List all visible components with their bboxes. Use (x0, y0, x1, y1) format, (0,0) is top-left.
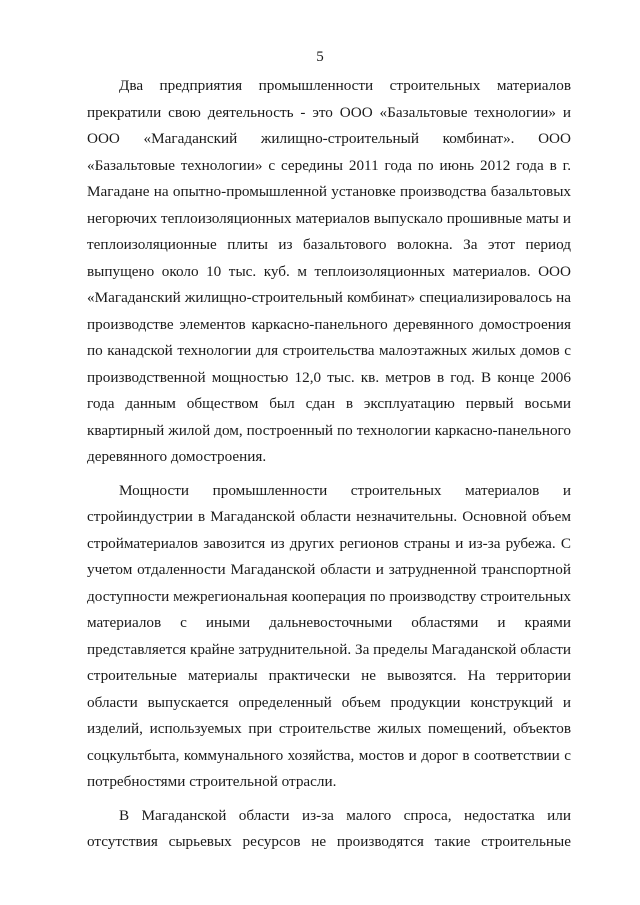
body-text (87, 73, 571, 856)
text-line: стройматериалов завозится из других регионов страны и из-за рубежа. С (87, 534, 571, 552)
text-line: стройиндустрии в Магаданской области незначительны. Основной объем (87, 508, 571, 525)
text-line: потребностями строительной отрасли. (87, 773, 337, 790)
text-line: по канадской технологии для строительства малоэтажных жилых домов с (87, 342, 571, 359)
text-line: квартирный жилой дом, построенный по технологии каркасно-панельного (87, 421, 571, 439)
text-line: Мощности промышленности строительных материалов и (119, 481, 571, 499)
paragraph-2 (87, 478, 571, 796)
text-line: изделий, используемых при строительстве жилых помещений, объектов (87, 720, 571, 737)
paragraph-gap (87, 471, 571, 478)
text-line: строительные материалы практически не вывозятся. На территории (87, 667, 571, 684)
text-line: «Магаданский жилищно-строительный комбинат» специализировалось на (87, 289, 571, 306)
text-line: представляется крайне затруднительной. За пределы Магаданской области (87, 640, 571, 658)
text-line: ООО «Магаданский жилищно-строительный комбинат». ООО (87, 130, 571, 147)
text-line: материалов с иными дальневосточными областями и краями (87, 614, 571, 631)
paragraph-3 (87, 803, 571, 856)
paragraph-1 (87, 73, 571, 471)
text-line: деревянного домостроения. (87, 448, 267, 465)
text-line: учетом отдаленности Магаданской области и затрудненной транспортной (87, 561, 571, 578)
text-line: производственной мощностью 12,0 тыс. кв. метров в год. В конце 2006 (87, 368, 571, 386)
text-line: Два предприятия промышленности строительных материалов (119, 77, 571, 94)
paragraph-gap (87, 796, 571, 803)
text-line: отсутствия сырьевых ресурсов не производятся такие строительные (87, 833, 571, 850)
text-line: области выпускается определенный объем продукции конструкций и (87, 693, 571, 711)
text-line: Магадане на опытно-промышленной установке производства базальтовых (87, 183, 571, 200)
text-line: соцкультбыта, коммунального хозяйства, мостов и дорог в соответствии с (87, 746, 571, 764)
text-line: выпущено около 10 тыс. куб. м теплоизоляционных материалов. ООО (87, 262, 571, 280)
text-line: теплоизоляционные плиты из базальтового волокна. За этот период (87, 236, 571, 253)
text-line: негорючих теплоизоляционных материалов выпускало прошивные маты и (87, 209, 571, 227)
text-line: производстве элементов каркасно-панельного деревянного домостроения (87, 315, 571, 333)
text-line: «Базальтовые технологии» с середины 2011 года по июнь 2012 года в г. (87, 156, 571, 174)
text-line: доступности межрегиональная кооперация по производству строительных (87, 587, 571, 605)
text-line: года данным обществом был сдан в эксплуатацию первый восьми (87, 395, 571, 412)
text-line: В Магаданской области из-за малого спроса, недостатка или (119, 806, 571, 824)
page-number: 5 (316, 49, 324, 65)
text-line: прекратили свою деятельность - это ООО «Базальтовые технологии» и (87, 103, 571, 121)
